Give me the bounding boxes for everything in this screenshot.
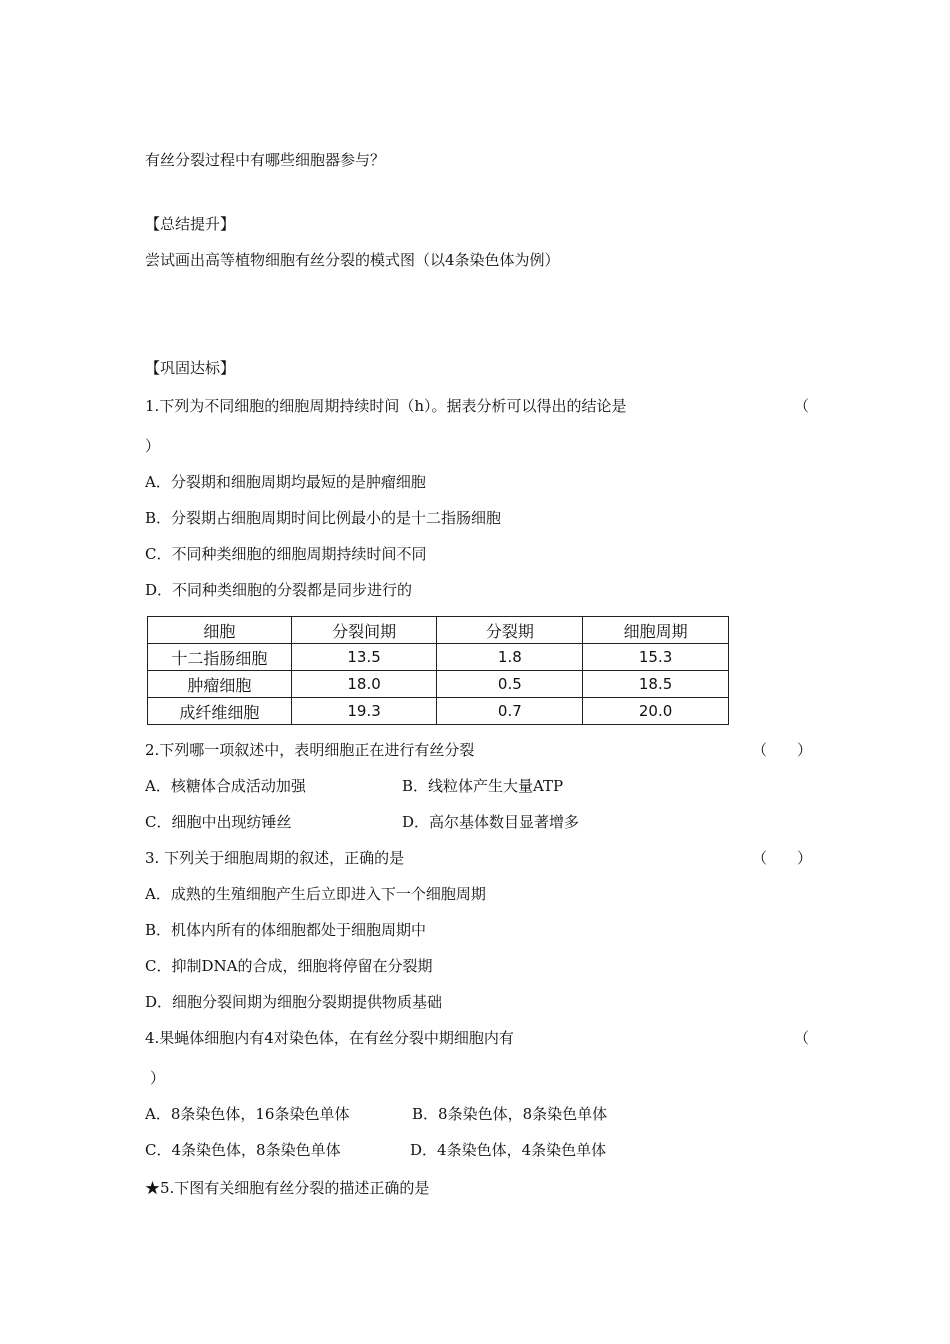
table-row [148, 698, 729, 725]
table-cell-value: 19.3 [291, 698, 437, 725]
q4-option-b: B．8条染色体，8条染色单体 [412, 1105, 608, 1123]
table-cell-name: 成纤维细胞 [148, 698, 292, 725]
q1-stem: 1.下列为不同细胞的细胞周期持续时间（h）。据表分析可以得出的结论是 [145, 397, 627, 415]
q1-paren-open: （ [794, 397, 810, 415]
table-row [148, 671, 729, 698]
table-cell-value: 0.5 [437, 671, 583, 698]
table-cell-value: 13.5 [291, 644, 437, 671]
table-row [148, 644, 729, 671]
q5-stem: ★5.下图有关细胞有丝分裂的描述正确的是 [145, 1179, 430, 1197]
q3-option-c: C．抑制DNA的合成，细胞将停留在分裂期 [145, 957, 433, 975]
q4-option-c: C．4条染色体，8条染色单体 [145, 1141, 341, 1159]
q2-option-b: B．线粒体产生大量ATP [402, 777, 564, 795]
table-cell-name: 十二指肠细胞 [148, 644, 292, 671]
summary-task: 尝试画出高等植物细胞有丝分裂的模式图（以4条染色体为例） [145, 251, 560, 269]
q2-stem: 2.下列哪一项叙述中，表明细胞正在进行有丝分裂 [145, 741, 475, 759]
q2-option-c: C．细胞中出现纺锤丝 [145, 813, 292, 831]
q3-paren: （ ） [752, 849, 813, 867]
table-cell-value: 18.0 [291, 671, 437, 698]
table-cell-name: 肿瘤细胞 [148, 671, 292, 698]
table-cell-value: 1.8 [437, 644, 583, 671]
table-header-cell: 细胞周期 [583, 617, 729, 644]
table-header-cell: 细胞 [148, 617, 292, 644]
q3-option-d: D．细胞分裂间期为细胞分裂期提供物质基础 [145, 993, 443, 1011]
q3-option-a: A．成熟的生殖细胞产生后立即进入下一个细胞周期 [145, 885, 486, 903]
table-cell-value: 15.3 [583, 644, 729, 671]
q1-paren-close: ） [145, 437, 161, 455]
table-header-cell: 分裂期 [437, 617, 583, 644]
table-header-cell: 分裂间期 [291, 617, 437, 644]
q4-stem: 4.果蝇体细胞内有4对染色体，在有丝分裂中期细胞内有 [145, 1029, 514, 1047]
intro-question: 有丝分裂过程中有哪些细胞器参与？ [145, 151, 386, 169]
q4-paren-open: （ [794, 1029, 810, 1047]
consolidate-heading: 【巩固达标】 [145, 359, 236, 377]
table-cell-value: 20.0 [583, 698, 729, 725]
table-cell-value: 0.7 [437, 698, 583, 725]
q3-stem: 3. 下列关于细胞周期的叙述，正确的是 [145, 849, 405, 867]
table-cell-value: 18.5 [583, 671, 729, 698]
q4-option-a: A．8条染色体，16条染色单体 [145, 1105, 350, 1123]
q2-paren: （ ） [752, 741, 813, 759]
q1-option-a: A．分裂期和细胞周期均最短的是肿瘤细胞 [145, 473, 426, 491]
q1-option-d: D．不同种类细胞的分裂都是同步进行的 [145, 581, 413, 599]
table-header-row [148, 617, 729, 644]
summary-heading: 【总结提升】 [145, 215, 236, 233]
q1-option-c: C．不同种类细胞的细胞周期持续时间不同 [145, 545, 427, 563]
q3-option-b: B．机体内所有的体细胞都处于细胞周期中 [145, 921, 427, 939]
q2-option-a: A．核糖体合成活动加强 [145, 777, 306, 795]
q4-option-d: D．4条染色体，4条染色单体 [410, 1141, 607, 1159]
cell-cycle-table [147, 616, 729, 725]
q2-option-d: D．高尔基体数目显著增多 [402, 813, 580, 831]
q1-option-b: B．分裂期占细胞周期时间比例最小的是十二指肠细胞 [145, 509, 502, 527]
q4-paren-close: ） [150, 1069, 166, 1087]
